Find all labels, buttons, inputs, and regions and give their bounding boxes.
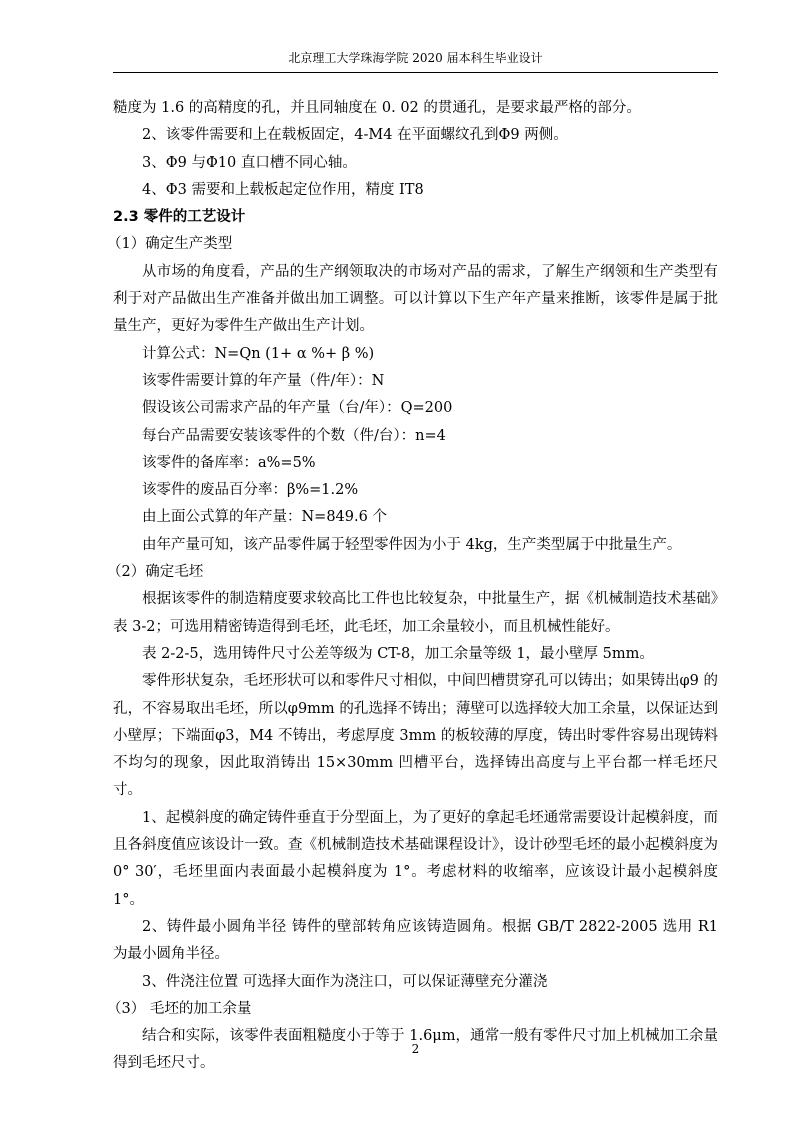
body-paragraph: 该零件的废品百分率：β%=1.2% [142, 482, 359, 499]
body-paragraph: 表 2-2-5，选用铸件尺寸公差等级为 CT-8，加工余量等级 1，最小壁厚 5mm。 [142, 645, 654, 662]
header-divider [113, 72, 718, 73]
section-subheading: （3） 毛坯的加工余量 [107, 1000, 252, 1017]
section-subheading: （1）确定生产类型 [107, 236, 233, 253]
body-paragraph: 3、Φ9 与Φ10 直口槽不同心轴。 [142, 154, 357, 171]
body-paragraph: 结合和实际，该零件表面粗糙度小于等于 1.6μm，通常一般有零件尺寸加上机械加工余量得到毛坯尺寸。 [113, 1028, 718, 1072]
body-paragraph: 计算公式：N=Qn (1+ α %+ β %) [142, 345, 375, 362]
body-paragraph: 1、起模斜度的确定铸件垂直于分型面上，为了更好的拿起毛坯通常需要设计起模斜度，而且各斜度值应该设计一致。查《机械制造技术基础课程设计》，设计砂型毛坯的最小起模斜度为 0° 30′，毛坯里面内表面最小起模斜度为 1°。考虑材料的收缩率，应该设计最小起模斜度 1°。 [113, 809, 718, 908]
document-body [107, 95, 718, 1078]
body-paragraph: 2、铸件最小圆角半径 铸件的壁部转角应该铸造圆角。根据 GB/T 2822-2005 选用 R1 为最小圆角半径。 [113, 918, 718, 963]
body-paragraph: 每台产品需要安装该零件的个数（件/台）：n=4 [142, 427, 446, 444]
body-paragraph: 2、该零件需要和上在载板固定，4-M4 在平面螺纹孔到Φ9 两侧。 [142, 127, 568, 144]
section-heading: 2.3 零件的工艺设计 [113, 209, 246, 226]
page-header: 北京理工大学珠海学院 2020 届本科生毕业设计 [288, 51, 543, 65]
body-paragraph: 零件形状复杂，毛坯形状可以和零件尺寸相似，中间凹槽贯穿孔可以铸出；如果铸出φ9 的孔，不容易取出毛坯，所以φ9mm 的孔选择不铸出；薄壁可以选择较大加工余量，以保证达到小壁厚；下端面φ3，M4 不铸出，考虑厚度 3mm 的板较薄的厚度，铸出时零件容易出现铸料不均匀的现象，因此取消铸出 15×30mm 凹槽平台，选择铸出高度与上平台都一样毛坯尺寸。 [113, 673, 718, 799]
body-paragraph: 由年产量可知，该产品零件属于轻型零件因为小于 4kg，生产类型属于中批量生产。 [142, 536, 682, 553]
body-paragraph: 从市场的角度看，产品的生产纲领取决的市场对产品的需求，了解生产纲领和生产类型有利于对产品做出生产准备并做出加工调整。可以计算以下生产年产量来推断，该零件是属于批量生产，更好为零件生产做出生产计划。 [113, 263, 718, 335]
section-subheading: （2）确定毛坯 [107, 564, 204, 581]
body-paragraph: 该零件的备库率：a%=5% [142, 454, 316, 471]
body-paragraph: 4、Φ3 需要和上载板起定位作用，精度 IT8 [142, 181, 424, 198]
body-paragraph: 该零件需要计算的年产量（件/年）：N [142, 372, 385, 389]
body-paragraph: 假设该公司需求产品的年产量（台/年）：Q=200 [142, 400, 453, 417]
body-paragraph: 糙度为 1.6 的高精度的孔，并且同轴度在 0. 02 的贯通孔，是要求最严格的部分。 [113, 100, 641, 116]
body-paragraph: 3、件浇注位置 可选择大面作为浇注口，可以保证薄壁充分灌浇 [142, 973, 548, 990]
page-number: 2 [411, 1042, 420, 1056]
body-paragraph: 根据该零件的制造精度要求较高比工件也比较复杂，中批量生产，据《机械制造技术基础》表 3-2；可选用精密铸造得到毛坯，此毛坯，加工余量较小，而且机械性能好。 [113, 591, 718, 635]
body-paragraph: 由上面公式算的年产量：N=849.6 个 [142, 509, 387, 526]
